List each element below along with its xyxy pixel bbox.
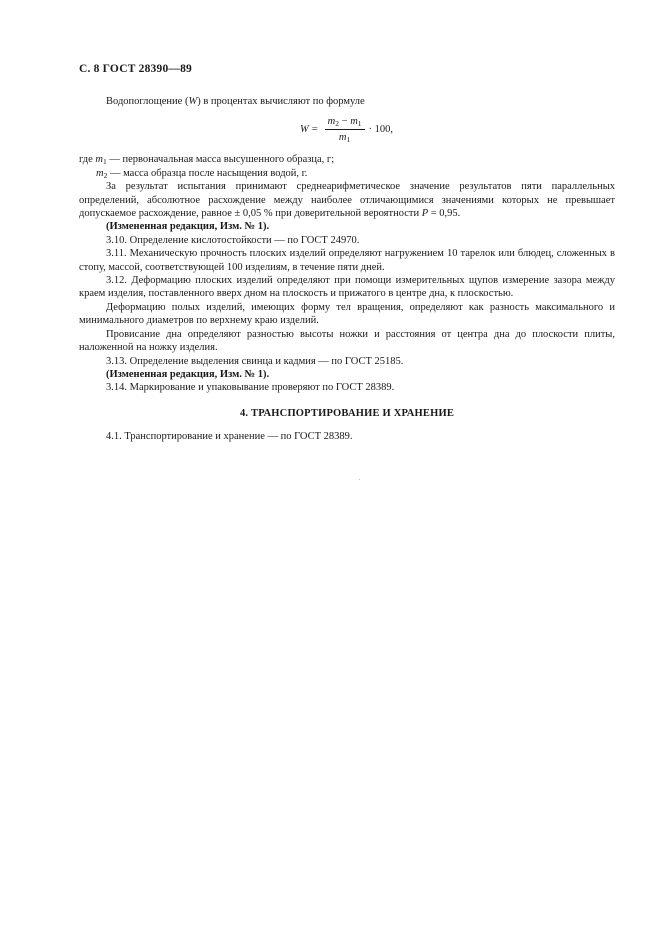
clause-3-11: 3.11. Механическую прочность плоских изделий определяют нагружением 10 тарелок или блюдец, сложенных в стопу, массой, соответствующей 100 изделиям, в течение пяти дней. (79, 248, 615, 273)
clause-3-12-sag: Провисание дна определяют разностью высоты ножки и расстояния от центра дна до плоскости плиты, наложенной на ножку изделия. (79, 328, 615, 354)
water-absorption-intro: Водопоглощение (W) в процентах вычисляют по формуле (106, 96, 365, 107)
document-body (79, 95, 615, 444)
amendment-note-2: (Измененная редакция, Изм. № 1). (106, 368, 270, 380)
formula-block (79, 109, 615, 149)
clause-3-13: 3.13. Определение выделения свинца и кадмия — по ГОСТ 25185. (106, 355, 404, 367)
clause-3-12: 3.12. Деформацию плоских изделий определяют при помощи измерительных щупов измерение зазора между краем изделия, поставленного вверх дном на плоскость и прижатого в центре дна, к плоскостью. (79, 275, 615, 300)
clause-3-14: 3.14. Маркирование и упаковывание проверяют по ГОСТ 28389. (106, 382, 395, 394)
page-header: С. 8 ГОСТ 28390—89 (79, 63, 192, 75)
clause-3-10: 3.10. Определение кислотостойкости — по ГОСТ 24970. (106, 234, 360, 246)
section-4-title: 4. ТРАНСПОРТИРОВАНИЕ И ХРАНЕНИЕ (239, 407, 455, 419)
where-m2-line: $m_2$ — масса образца после насыщения водой, г. (96, 167, 308, 180)
amendment-note-1: (Измененная редакция, Изм. № 1). (106, 221, 270, 233)
result-paragraph: За результат испытания принимают среднеарифметическое значение результатов пяти параллельных определений, абсолютное расхождение между наиболее отличающимися значениями которых не превышает допускаемое расхождение, равное ± 0,05 % при доверительной вероятности P = 0,95. (79, 181, 615, 220)
formula-fraction (325, 115, 365, 144)
where-m1-line: где $m_1$ — первоначальная масса высушенного образца, г; (79, 154, 335, 167)
clause-4-1: 4.1. Транспортирование и хранение — по ГОСТ 28389. (106, 431, 353, 443)
water-absorption-formula: W = $\frac{m_2 - m_1}{m_1}$ · 100, (300, 115, 394, 144)
fraction-numerator: $m_2 - m_1$ (325, 115, 365, 130)
clause-3-12-hollow: Деформацию полых изделий, имеющих форму тел вращения, определяют как разность максимального и минимального диаметров по верхнему краю изделий. (79, 301, 615, 327)
fraction-denominator: $m_1$ (338, 131, 351, 144)
scan-speck (359, 479, 360, 480)
